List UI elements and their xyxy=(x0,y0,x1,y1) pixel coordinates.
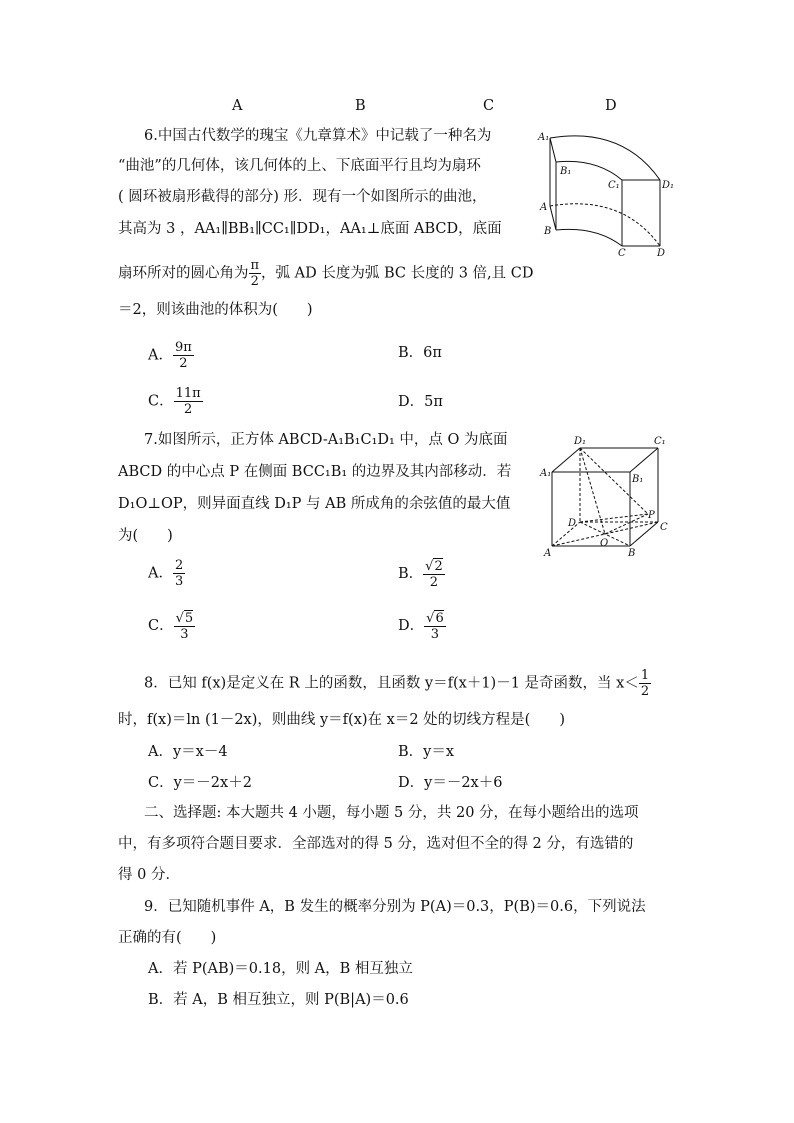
q6-line1: 6.中国古代数学的瑰宝《九章算术》中记载了一种名为 xyxy=(144,128,492,144)
q6-option-c-label: C． xyxy=(148,393,174,410)
q6-label-a1: A₁ xyxy=(538,132,550,143)
q7-option-a-den: 3 xyxy=(174,574,184,589)
q6-label-b1: B₁ xyxy=(560,166,572,177)
q6-option-a-den: 2 xyxy=(179,356,188,371)
q6-option-a xyxy=(148,340,194,371)
q7-option-b-fraction xyxy=(423,558,445,590)
q7-option-c xyxy=(148,610,195,642)
q7-option-b-num: √2 xyxy=(425,559,443,574)
q7-label-b1: B₁ xyxy=(632,474,644,485)
q6-label-c1: C₁ xyxy=(608,180,620,191)
q6-edge-a1b1 xyxy=(550,138,556,162)
q6-inner-bottom-arc xyxy=(556,229,622,246)
section2-line2: 中，有多项符合题目要求．全部选对的得 5 分，选对但不全的得 2 分，有选错的 xyxy=(118,836,634,852)
q6-option-c xyxy=(148,386,203,417)
q7-option-d xyxy=(398,610,446,642)
prev-option-c: C xyxy=(483,98,495,114)
q6-angle-fraction xyxy=(249,258,262,289)
q7-label-c: C xyxy=(660,522,668,533)
q6-angle-num: π xyxy=(250,258,260,273)
q7-option-d-radicand: 6 xyxy=(435,611,444,626)
q7-option-b-label: B． xyxy=(398,566,424,582)
q7-label-a1: A₁ xyxy=(540,468,552,479)
q6-line4: 其高为 3 ，AA₁∥BB₁∥CC₁∥DD₁，AA₁⊥底面 ABCD，底面 xyxy=(118,221,502,237)
prev-option-b: B xyxy=(355,98,366,114)
prev-option-d: D xyxy=(605,98,617,114)
q7-line-dp xyxy=(580,514,648,522)
q6-label-c: C xyxy=(618,248,626,258)
q6-option-a-num: 9π xyxy=(174,340,192,355)
q7-option-c-label: C． xyxy=(148,618,174,634)
q7-line2: ABCD 的中心点 P 在侧面 BCC₁B₁ 的边界及其内部移动．若 xyxy=(118,464,512,480)
q6-option-b: B．6π xyxy=(398,345,442,361)
q6-label-d: D xyxy=(657,248,666,258)
section2-line1: 二、选择题: 本大题共 4 小题，每小题 5 分，共 20 分，在每小题给出的选项 xyxy=(144,805,639,821)
q7-label-o: O xyxy=(600,538,609,549)
q8-option-a: A．y＝x－4 xyxy=(148,744,228,760)
q6-angle-den: 2 xyxy=(250,274,259,289)
q7-edge-d1a1 xyxy=(552,448,580,472)
q8-half-num: 1 xyxy=(640,668,650,683)
q6-line2: “曲池”的几何体，该几何体的上、下底面平行且均为扇环 xyxy=(118,158,481,174)
q6-label-b: B xyxy=(544,226,552,237)
q8-half-fraction xyxy=(639,668,651,699)
q7-label-b: B xyxy=(628,548,636,559)
q6-outer-bottom-arc xyxy=(550,204,660,246)
q7-option-d-den: 3 xyxy=(430,627,440,642)
q6-curved-pool-figure xyxy=(536,126,682,258)
q7-option-a-fraction xyxy=(173,558,185,589)
q7-label-d1: D₁ xyxy=(574,436,587,447)
q9-line2: 正确的有( ) xyxy=(118,930,217,946)
q6-line6: ＝2，则该曲池的体积为( ) xyxy=(118,302,313,318)
q7-edge-bc xyxy=(630,522,658,546)
q8-half-den: 2 xyxy=(640,684,650,699)
q9-option-a: A．若 P(AB)＝0.18，则 A，B 相互独立 xyxy=(148,961,413,977)
section2-line3: 得 0 分． xyxy=(118,867,180,883)
q6-label-a: A xyxy=(540,202,548,213)
q8-option-d: D．y＝－2x＋6 xyxy=(398,775,503,791)
q7-line4: 为( ) xyxy=(118,528,173,544)
prev-option-a: A xyxy=(232,98,243,114)
q7-line3: D₁O⊥OP，则异面直线 D₁P 与 AB 所成角的余弦值的最大值 xyxy=(118,496,511,512)
q7-option-b-radicand: 2 xyxy=(434,559,443,574)
q6-line5 xyxy=(118,258,533,289)
q6-line3: ( 圆环被扇形截得的部分) 形．现有一个如图所示的曲池， xyxy=(118,189,487,205)
q9-line1: 9．已知随机事件 A，B 发生的概率分别为 P(A)＝0.3，P(B)＝0.6，下列说法 xyxy=(144,899,646,915)
q7-option-b-den: 2 xyxy=(429,575,439,590)
q6-option-c-den: 2 xyxy=(184,402,193,417)
q6-option-c-fraction xyxy=(174,386,203,417)
q6-option-d: D．5π xyxy=(398,394,443,410)
q7-option-c-num: √5 xyxy=(175,611,194,626)
q7-option-c-den: 3 xyxy=(180,627,189,642)
q7-option-a xyxy=(148,558,185,589)
q7-option-b xyxy=(398,558,445,590)
q8-line1 xyxy=(144,668,651,699)
q8-option-c: C．y＝－2x＋2 xyxy=(148,775,252,791)
q7-option-c-radicand: 5 xyxy=(184,611,194,626)
q7-edge-c1b1 xyxy=(630,448,658,472)
q7-option-a-label: A． xyxy=(148,565,173,582)
q6-option-c-num: 11π xyxy=(175,386,201,401)
q7-option-a-num: 2 xyxy=(174,558,184,573)
q7-line1: 7.如图所示，正方体 ABCD-A₁B₁C₁D₁ 中，点 O 为底面 xyxy=(144,432,508,448)
q6-line5-b: ，弧 AD 长度为弧 BC 长度的 3 倍,且 CD xyxy=(261,265,534,282)
q7-cube-figure xyxy=(538,434,672,562)
q7-label-c1: C₁ xyxy=(654,436,666,447)
q7-label-p: P xyxy=(648,510,655,521)
q7-label-a: A xyxy=(544,548,552,559)
q8-option-b: B．y＝x xyxy=(398,744,455,760)
q7-option-d-fraction xyxy=(424,610,446,642)
q7-option-c-fraction xyxy=(174,610,196,642)
q6-label-d1: D₁ xyxy=(662,180,675,191)
q7-option-d-num: √6 xyxy=(426,611,444,626)
q7-line-d1o xyxy=(580,448,605,534)
q8-line2: 时，f(x)＝ln (1－2x)，则曲线 y＝f(x)在 x＝2 处的切线方程是( ) xyxy=(118,712,565,728)
q7-option-d-label: D． xyxy=(398,618,425,634)
q6-option-a-label: A． xyxy=(148,347,173,364)
q6-option-a-fraction xyxy=(173,340,194,371)
q8-line1-text: 8．已知 f(x)是定义在 R 上的函数，且函数 y＝f(x＋1)－1 是奇函数，当 x＜ xyxy=(144,675,639,692)
q9-option-b: B．若 A，B 相互独立，则 P(B|A)＝0.6 xyxy=(148,992,409,1008)
q7-label-d: D xyxy=(568,518,577,529)
q6-line5-a: 扇环所对的圆心角为 xyxy=(118,265,249,282)
